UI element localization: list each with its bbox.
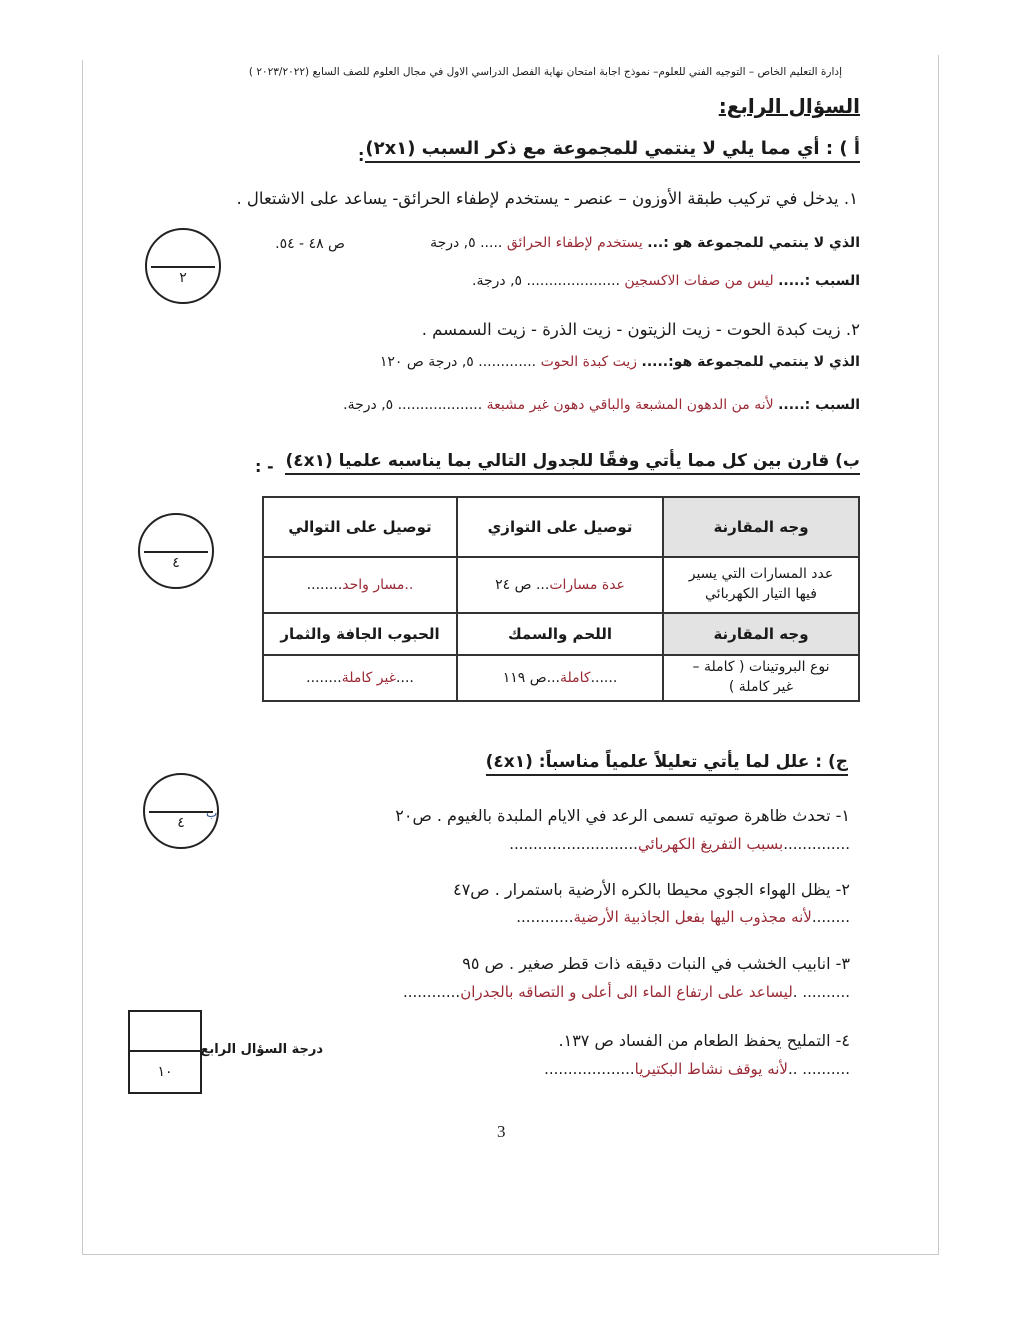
part-b-score-circle: [138, 513, 214, 589]
a-item1-reason-mark: ..................... ٥, درجة.: [472, 273, 620, 289]
scan-edge-left: [82, 60, 83, 1255]
t1-parallel-header: توصيل على التوازي: [457, 497, 663, 557]
c-item4-question: ٤- التمليح يحفظ الطعام من الفساد ص ١٣٧.: [558, 1031, 850, 1050]
a-item2-text: ٢. زيت كبدة الحوت - زيت الزيتون - زيت الذرة - زيت السمسم .: [421, 320, 860, 339]
scan-edge-bottom: [82, 1254, 939, 1255]
t2-grains-header: الحبوب الجافة والثمار: [263, 613, 457, 655]
t2-grains-tail: ........: [306, 670, 342, 686]
part-c-title: ج) : علل لما يأتي تعليلاً علمياً مناسباً: (٤x١): [486, 752, 848, 776]
t1-series-answer: ..مسار واحد: [342, 577, 414, 593]
a-item2-odd-line: [380, 354, 860, 370]
a-item1-odd-ref: ص ٤٨ - ٥٤.: [275, 236, 345, 252]
c-item1-answer: بسبب التفريغ الكهربائي: [637, 835, 784, 853]
question-title: السؤال الرابع:: [718, 94, 860, 118]
c-item3-question: ٣- انابيب الخشب في النبات دقيقه ذات قطر صغير . ص ٩٥: [462, 954, 850, 973]
part-c-score: ٤: [177, 815, 185, 831]
c-item4-lead: .......... ..: [788, 1060, 850, 1078]
t2-grains-answer: غير كاملة: [341, 670, 397, 686]
total-score-label: درجة السؤال الرابع: [200, 1042, 323, 1057]
a-item1-reason-line: [472, 273, 860, 289]
part-a-title: أ ) : أي مما يلي لا ينتمي للمجموعة مع ذكر السبب (٢x١): [365, 138, 860, 163]
c-item2-question: ٢- يظل الهواء الجوي محيطا بالكره الأرضية باستمرار . ص٤٧: [453, 880, 850, 899]
c-item1-answer-line: [509, 835, 850, 853]
part-a-score-circle: [145, 228, 221, 304]
a-item2-odd-label: الذي لا ينتمي للمجموعة هو:.....: [641, 354, 860, 370]
t1-row-label-text: عدد المسارات التي يسير فيها التيار الكهربائي: [688, 566, 834, 602]
t1-parallel-ref: ... ص ٢٤: [495, 577, 550, 593]
a-item1-odd-label: الذي لا ينتمي للمجموعة هو :...: [647, 235, 860, 251]
t2-meat-header: اللحم والسمك: [457, 613, 663, 655]
t2-meat-cell: [457, 655, 663, 701]
part-a-score-bar: [151, 266, 215, 268]
c-item2-answer: لأنه مجذوب اليها بفعل الجاذبية الأرضية: [573, 908, 812, 926]
t2-meat-ref: ...ص ١١٩: [502, 670, 560, 686]
t1-parallel-answer: عدة مسارات: [549, 577, 625, 593]
c-item3-answer: ليساعد على ارتفاع الماء الى أعلى و التصاقه بالجدران: [460, 983, 793, 1001]
part-c-side-mark: ب: [206, 806, 218, 820]
part-b-colon: : -: [255, 457, 274, 476]
a-item2-reason-answer: لأنه من الدهون المشبعة والباقي دهون غير مشبعة: [486, 397, 774, 413]
t1-series-header: توصيل على التوالي: [263, 497, 457, 557]
part-b-score: ٤: [172, 555, 180, 571]
a-item1-odd-answer: يستخدم لإطفاء الحرائق: [506, 235, 643, 251]
c-item2-lead: ........: [811, 908, 850, 926]
c-item1-tail: ...........................: [509, 835, 638, 853]
c-item1-question: ١- تحدث ظاهرة صوتيه تسمى الرعد في الايام الملبدة بالغيوم . ص٢٠: [395, 806, 850, 825]
t2-face-header: وجه المقارنة: [663, 613, 859, 655]
t1-face-header: وجه المقارنة: [663, 497, 859, 557]
a-item2-reason-mark: ................... ٥, درجة.: [343, 397, 483, 413]
t2-meat-dots: ......: [590, 670, 618, 686]
a-item2-odd-mark: ............. ٥, درجة ص ١٢٠: [379, 354, 537, 370]
c-item4-tail: ...................: [544, 1060, 635, 1078]
a-item2-reason-label: السبب :.....: [778, 397, 860, 413]
comparison-table: [262, 496, 860, 702]
c-item2-answer-line: [516, 908, 850, 926]
t2-meat-answer: كاملة: [560, 670, 591, 686]
part-a-score: ٢: [179, 270, 187, 286]
scan-edge-right: [938, 55, 939, 1255]
page-number: 3: [497, 1122, 506, 1141]
a-item1-reason-answer: ليس من صفات الاكسجين: [624, 273, 774, 289]
total-score-box: [128, 1010, 202, 1094]
c-item3-lead: .......... .: [792, 983, 850, 1001]
part-c-score-bar: [149, 811, 213, 813]
t1-row-label: [663, 557, 859, 613]
total-score-value: ١٠: [157, 1064, 173, 1080]
a-item2-reason-line: [343, 397, 860, 413]
total-score-divider: [130, 1050, 200, 1052]
a-item1-text: ١. يدخل في تركيب طبقة الأوزون – عنصر - يستخدم لإطفاء الحرائق- يساعد على الاشتعال .: [236, 189, 858, 208]
t1-parallel-cell: [457, 557, 663, 613]
c-item4-answer: لأنه يوقف نشاط البكتيريا: [634, 1060, 788, 1078]
t1-series-dots: ........: [306, 577, 343, 593]
t2-row-label-text: نوع البروتينات ( كاملة – غير كاملة ): [692, 659, 830, 695]
part-b-score-bar: [144, 551, 208, 553]
c-item1-lead: ..............: [783, 835, 850, 853]
a-item2-odd-answer: زيت كبدة الحوت: [540, 354, 638, 370]
header-line: إدارة التعليم الخاص – التوجيه الفني للعلوم– نموذج اجابة امتحان نهاية الفصل الدراسي الاول في مجال العلوم للصف السابع (٢٠٢٣/٢٠٢٢ ): [248, 66, 842, 78]
t2-grains-cell: [263, 655, 457, 701]
c-item2-tail: ............: [516, 908, 574, 926]
part-a-colon: :: [358, 146, 365, 165]
part-b-title: ب) قارن بين كل مما يأتي وفقًا للجدول التالي بما يناسبه علميا (٤x١): [285, 451, 860, 475]
c-item3-tail: ............: [402, 983, 461, 1001]
t1-series-cell: [263, 557, 457, 613]
t2-row-label: [663, 655, 859, 701]
a-item1-reason-label: السبب :.....: [778, 273, 860, 289]
c-item3-answer-line: [403, 983, 850, 1001]
c-item4-answer-line: [544, 1060, 850, 1078]
t2-grains-dots: ....: [396, 670, 414, 686]
a-item1-odd-line: [430, 235, 860, 251]
a-item1-odd-mark: ..... ٥, درجة: [430, 235, 503, 251]
